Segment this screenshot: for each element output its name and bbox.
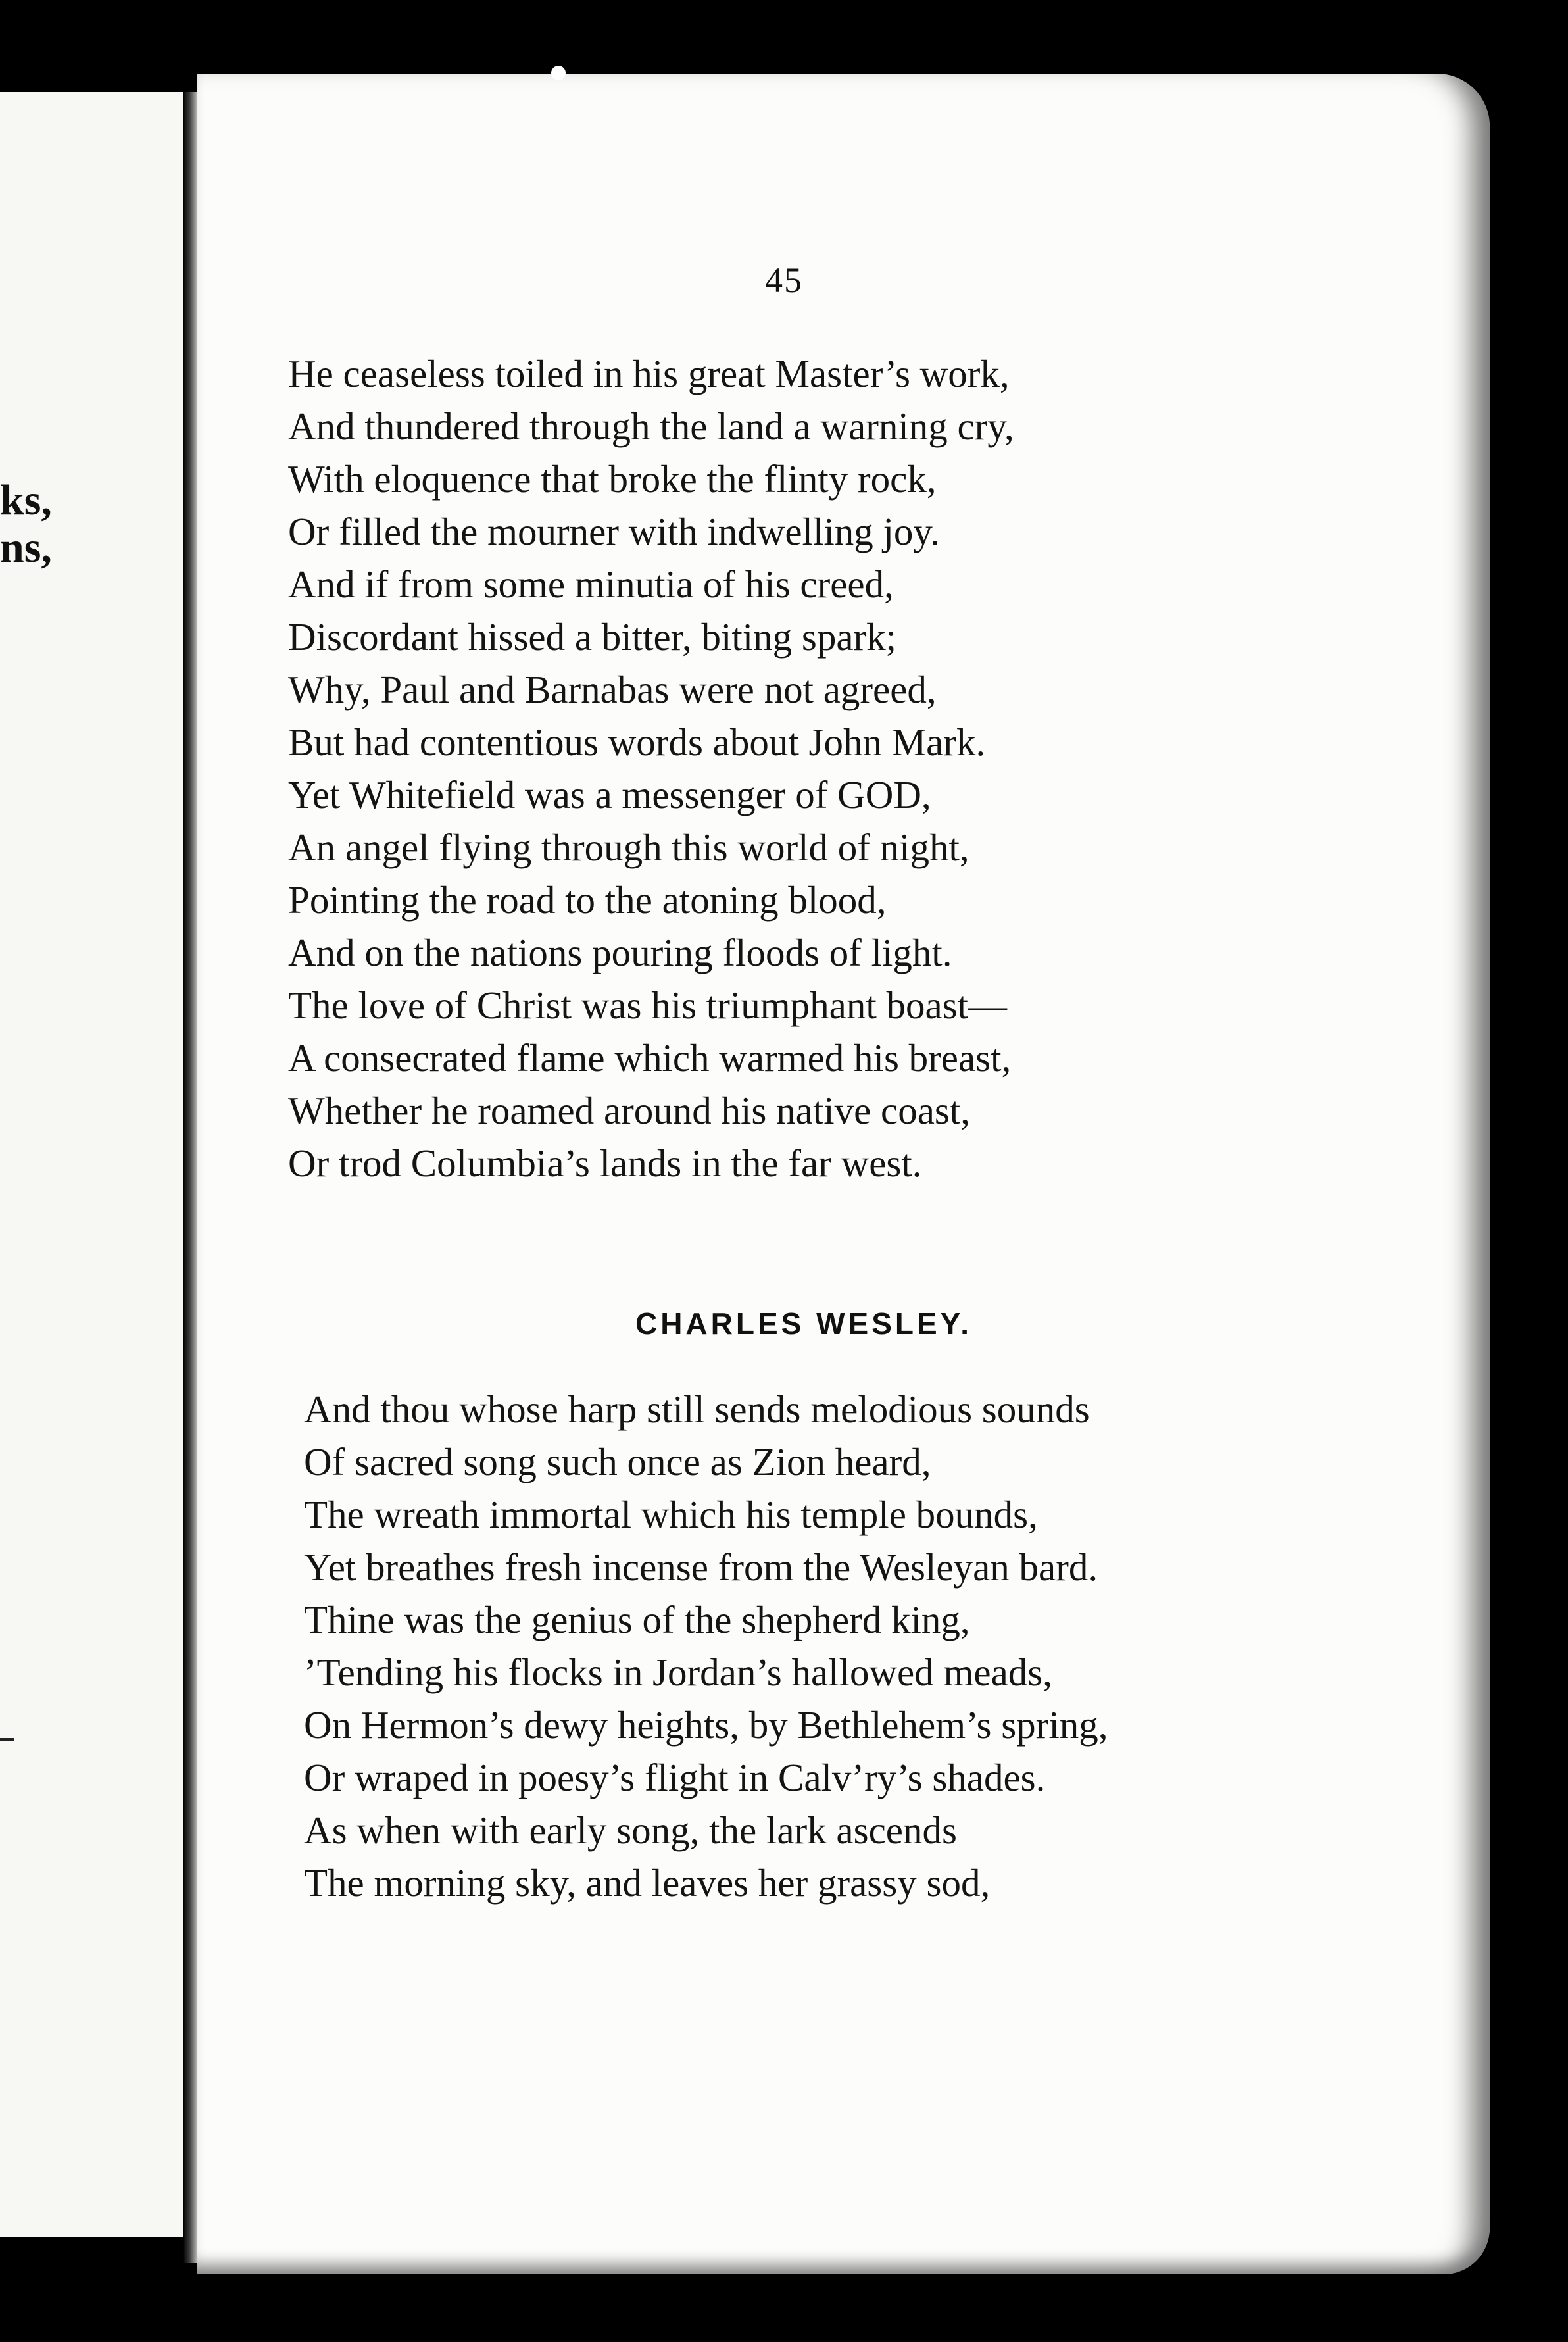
poem-line: Whether he roamed around his native coast, [288, 1089, 971, 1132]
poem-line: Yet breathes fresh incense from the Wesleyan bard. [304, 1545, 1098, 1589]
poem-line: Or trod Columbia’s lands in the far west. [288, 1141, 922, 1185]
poem-line: But had contentious words about John Mark. [288, 720, 986, 764]
scan-dust-speck [551, 66, 566, 80]
poem-line: And thou whose harp still sends melodious sounds [304, 1387, 1090, 1431]
poem-line: Pointing the road to the atoning blood, [288, 878, 887, 922]
poem-line: Why, Paul and Barnabas were not agreed, [288, 668, 937, 711]
poem-line: Or wraped in poesy’s flight in Calv’ry’s shades. [304, 1756, 1046, 1799]
poem-line: Yet Whitefield was a messenger of GOD, [288, 773, 931, 816]
section-heading: CHARLES WESLEY. [635, 1307, 973, 1341]
poem-line: Thine was the genius of the shepherd king, [304, 1598, 970, 1641]
poem-line: On Hermon’s dewy heights, by Bethlehem’s spring, [304, 1703, 1108, 1747]
poem-line: A consecrated flame which warmed his breast, [288, 1036, 1012, 1080]
page-number: 45 [765, 261, 803, 300]
poem-charles-wesley [304, 1383, 1108, 1909]
poem-line: Of sacred song such once as Zion heard, [304, 1440, 931, 1483]
left-page-fragment: ks, [0, 476, 52, 524]
poem-line: And on the nations pouring floods of light. [288, 931, 952, 974]
poem-line: Discordant hissed a bitter, biting spark; [288, 615, 897, 659]
left-page-edge [0, 92, 197, 2237]
left-page-fragment: ns, [0, 524, 52, 572]
poem-line: He ceaseless toiled in his great Master’s work, [288, 352, 1010, 395]
poem-whitefield [288, 347, 1014, 1189]
poem-line: The morning sky, and leaves her grassy sod, [304, 1861, 991, 1905]
poem-line: And thundered through the land a warning cry, [288, 405, 1014, 448]
poem-line: An angel flying through this world of night, [288, 826, 969, 869]
book-gutter [183, 92, 197, 2263]
poem-line: Or filled the mourner with indwelling joy. [288, 510, 940, 553]
poem-line: ’Tending his flocks in Jordan’s hallowed meads, [304, 1651, 1052, 1694]
poem-line: The love of Christ was his triumphant boast— [288, 984, 1007, 1027]
left-page-mark [0, 1738, 14, 1741]
poem-line: As when with early song, the lark ascends [304, 1808, 957, 1852]
poem-line: And if from some minutia of his creed, [288, 562, 894, 606]
poem-line: With eloquence that broke the flinty rock, [288, 457, 937, 501]
poem-line: The wreath immortal which his temple bounds, [304, 1493, 1038, 1536]
